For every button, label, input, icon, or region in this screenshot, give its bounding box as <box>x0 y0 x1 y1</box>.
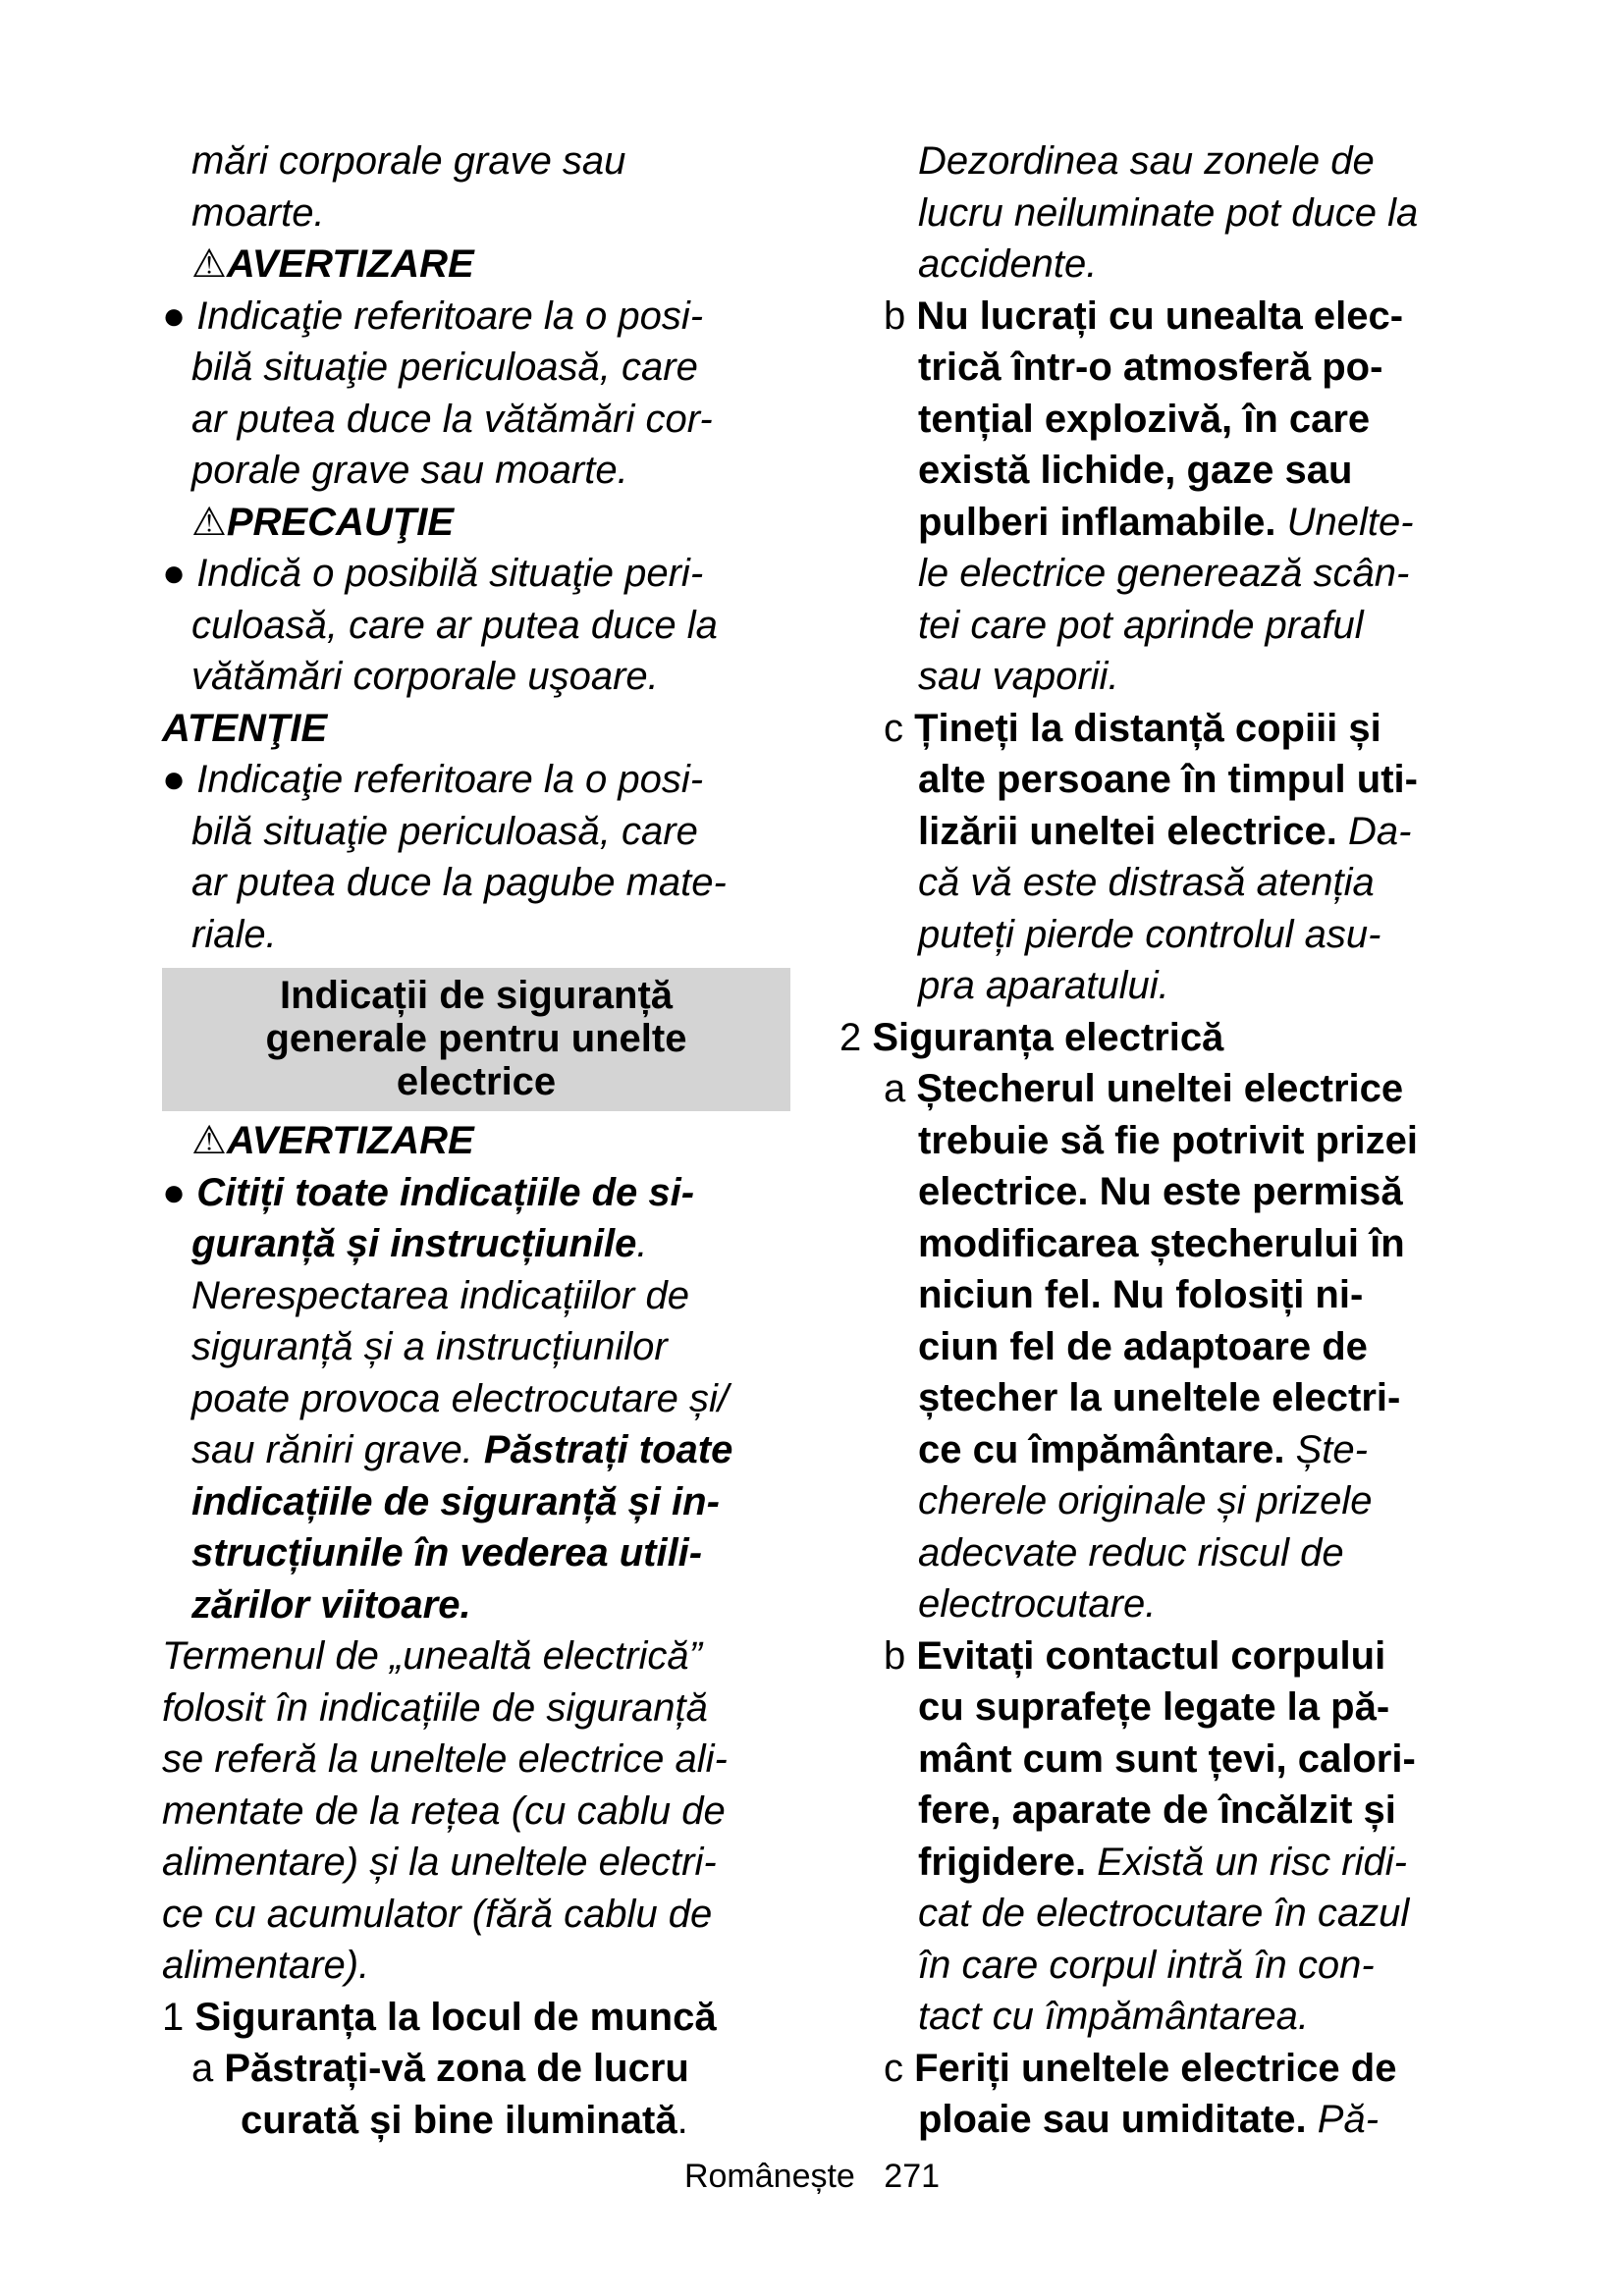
text-line: fere, aparate de încălzit și <box>918 1789 1396 1832</box>
text-line: trebuie să fie potrivit prizei <box>918 1118 1419 1162</box>
section-heading: Indicații de siguranță generale pentru unelte electrice <box>162 968 790 1111</box>
text-line: ● Indică o posibilă situaţie peri- <box>162 552 704 595</box>
warning-triangle-icon: ⚠ <box>191 1119 227 1162</box>
section-title: 1 Siguranța la locul de muncă <box>162 1995 717 2039</box>
text-line: în care corpul intră în con- <box>918 1943 1375 1987</box>
text-line: sau vaporii. <box>918 655 1119 698</box>
text-line: se referă la uneltele electrice ali- <box>162 1737 728 1781</box>
text-line: alimentare). <box>162 1944 370 1987</box>
text-line: modificarea ștecherului în <box>918 1221 1405 1265</box>
text-line: porale grave sau moarte. <box>191 449 628 492</box>
footer-language: Românește <box>683 2158 855 2195</box>
text-line: strucțiunile în vederea utili- <box>191 1531 703 1575</box>
text-line: trică într-o atmosferă po- <box>918 346 1383 389</box>
text-line: lucru neiluminate pot duce la <box>918 190 1419 235</box>
text-line: mări corporale grave sau <box>191 139 626 183</box>
text-line: b Evitați contactul corpului <box>884 1633 1386 1678</box>
text-line: vătămări corporale uşoare. <box>191 655 659 698</box>
text-line: indicațiile de siguranță și in- <box>191 1479 720 1523</box>
text-line: ar putea duce la vătămări cor- <box>191 397 713 441</box>
caution-label: ⚠PRECAUŢIE <box>191 500 454 544</box>
left-column <box>162 135 790 2146</box>
text-line: b Nu lucrați cu unealta elec- <box>884 294 1404 338</box>
text-line: ● Citiți toate indicațiile de si- <box>162 1170 695 1214</box>
text-line: le electrice generează scân- <box>918 552 1410 595</box>
warning-triangle-icon: ⚠ <box>191 242 227 286</box>
text-line: electrocutare. <box>918 1582 1157 1626</box>
bullet-icon: ● <box>162 1170 187 1214</box>
text-line: frigidere. Există un risc ridi- <box>918 1840 1407 1884</box>
section-title: 2 Siguranța electrică <box>839 1015 1224 1059</box>
text-line: ar putea duce la pagube mate- <box>191 861 727 904</box>
text-line: puteți pierde controlul asu- <box>918 912 1381 956</box>
text-line: pra aparatului. <box>918 964 1169 1007</box>
text-line: guranță și instrucțiunile. <box>191 1222 648 1265</box>
text-line: cherele originale și prizele <box>918 1479 1373 1522</box>
page-number: 271 <box>884 2158 941 2195</box>
page-footer <box>0 2158 1624 2196</box>
text-line: Termenul de „unealtă electrică” <box>162 1634 702 1678</box>
bullet-icon: ● <box>162 758 187 801</box>
text-line: Nerespectarea indicațiilor de <box>191 1273 689 1317</box>
text-line: bilă situaţie periculoasă, care <box>191 346 698 389</box>
text-line: siguranță și a instrucțiunilor <box>191 1325 668 1368</box>
text-line: accidente. <box>918 242 1098 286</box>
text-line: tei care pot aprinde praful <box>918 603 1364 647</box>
text-line: ● Indicaţie referitoare la o posi- <box>162 758 704 801</box>
text-line: pulberi inflamabile. Unelte- <box>918 500 1414 544</box>
text-line: că vă este distrasă atenția <box>918 861 1375 904</box>
text-line: există lichide, gaze sau <box>918 449 1353 492</box>
text-line: alte persoane în timpul uti- <box>918 758 1418 801</box>
text-line: ce cu împământare. Ște- <box>918 1427 1368 1471</box>
text-line: niciun fel. Nu folosiți ni- <box>918 1273 1364 1316</box>
text-line: mentate de la rețea (cu cablu de <box>162 1789 726 1833</box>
text-line: ciun fel de adaptoare de <box>918 1324 1368 1368</box>
bullet-icon: ● <box>162 294 187 338</box>
text-line: adecvate reduc riscul de <box>918 1530 1344 1575</box>
text-line: a Ștecherul uneltei electrice <box>884 1067 1404 1110</box>
text-line: poate provoca electrocutare și/ <box>191 1376 729 1420</box>
text-line: mânt cum sunt țevi, calori- <box>918 1736 1416 1781</box>
text-line: c Feriți uneltele electrice de <box>884 2046 1397 2090</box>
text-line: c Țineți la distanță copiii și <box>884 706 1381 750</box>
text-line: ce cu acumulator (fără cablu de <box>162 1892 713 1936</box>
text-line: cat de electrocutare în cazul <box>918 1892 1410 1935</box>
text-line: curată și bine iluminată. <box>241 2098 688 2142</box>
text-line: zărilor viitoare. <box>191 1582 471 1627</box>
text-line: ploaie sau umiditate. Pă- <box>918 2098 1380 2141</box>
warning-label: ⚠AVERTIZARE <box>191 242 474 286</box>
bullet-icon: ● <box>162 552 187 595</box>
text-line: riale. <box>191 912 277 956</box>
text-line: culoasă, care ar putea duce la <box>191 603 718 647</box>
text-line: ● Indicaţie referitoare la o posi- <box>162 294 704 338</box>
text-line: cu suprafețe legate la pă- <box>918 1685 1390 1729</box>
text-line: ștecher la uneltele electri- <box>918 1376 1401 1419</box>
caution-triangle-icon: ⚠ <box>191 500 227 544</box>
text-line: electrice. Nu este permisă <box>918 1170 1403 1213</box>
text-line: tact cu împământarea. <box>918 1995 1309 2038</box>
text-line: bilă situaţie periculoasă, care <box>191 809 698 853</box>
right-column <box>839 135 1488 2146</box>
text-line: alimentare) și la uneltele electri- <box>162 1841 717 1884</box>
notice-label: ATENŢIE <box>162 706 328 750</box>
text-line: sau răniri grave. Păstrați toate <box>191 1428 733 1471</box>
text-line: a Păstrați-vă zona de lucru <box>191 2047 689 2090</box>
warning-label: ⚠AVERTIZARE <box>191 1119 474 1162</box>
text-line: lizării uneltei electrice. Da- <box>918 809 1412 853</box>
text-line: Dezordinea sau zonele de <box>918 139 1375 183</box>
text-line: tențial explozivă, în care <box>918 397 1371 441</box>
text-line: moarte. <box>191 190 325 235</box>
text-line: folosit în indicațiile de siguranță <box>162 1685 708 1730</box>
